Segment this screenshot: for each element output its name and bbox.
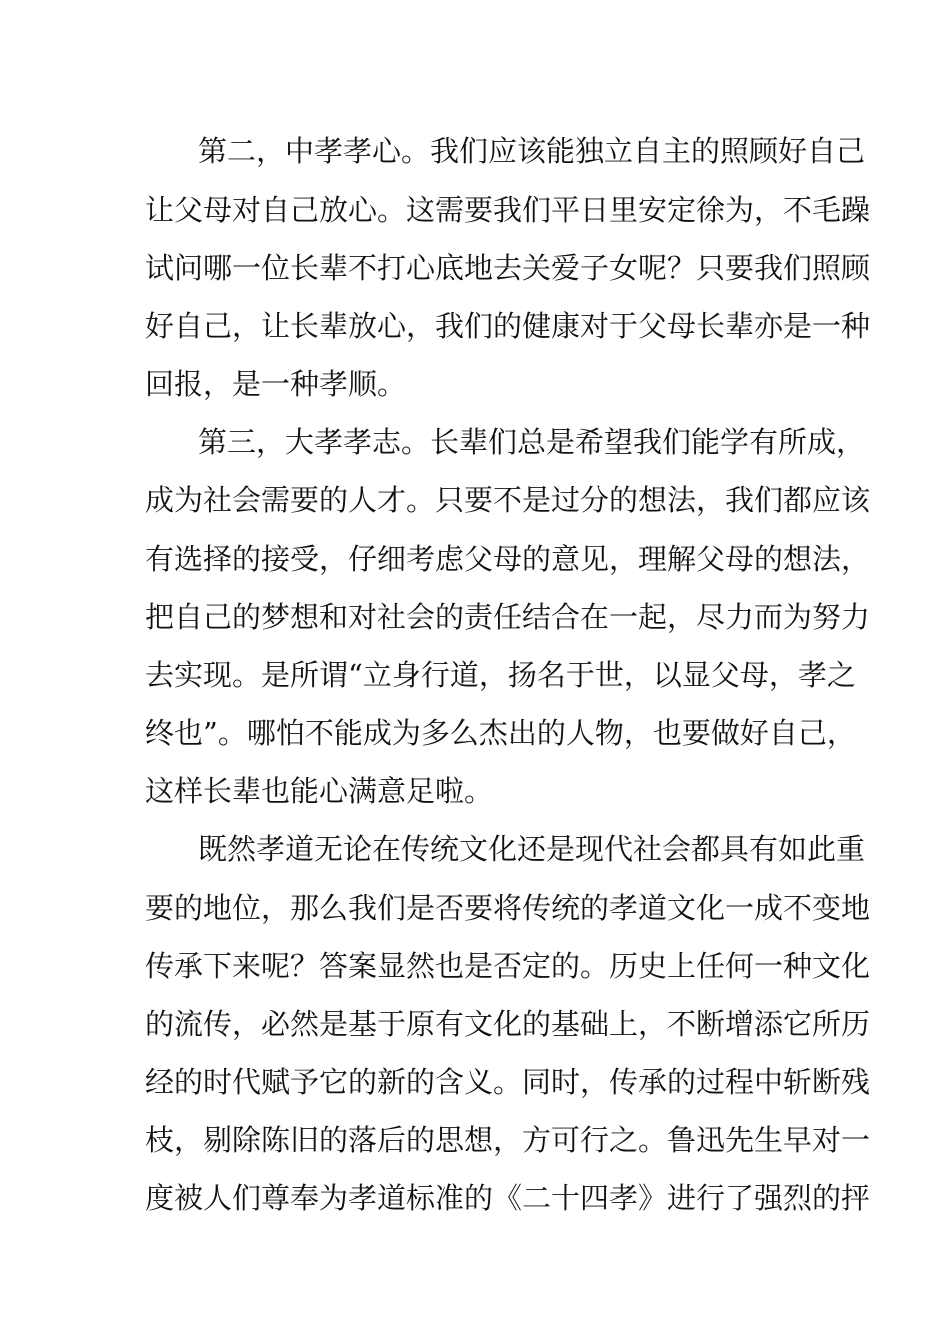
text-line: 好自己，让长辈放心，我们的健康对于父母长辈亦是一种: [145, 309, 871, 343]
text-line: 去实现。是所谓“立身行道，扬名于世，以显父母，孝之: [145, 658, 856, 692]
text-line: 第三，大孝孝志。长辈们总是希望我们能学有所成，: [198, 425, 866, 459]
text-line: 枝，剔除陈旧的落后的思想，方可行之。鲁迅先生早对一: [145, 1123, 871, 1157]
text-line: 成为社会需要的人才。只要不是过分的想法，我们都应该: [145, 483, 871, 517]
text-line: 回报，是一种孝顺。: [145, 367, 407, 401]
text-line: 要的地位，那么我们是否要将传统的孝道文化一成不变地: [145, 891, 871, 925]
text-line: 经的时代赋予它的新的含义。同时，传承的过程中斩断残: [145, 1065, 871, 1099]
text-line: 这样长辈也能心满意足啦。: [145, 774, 494, 808]
text-line: 第二，中孝孝心。我们应该能独立自主的照顾好自己: [198, 134, 866, 168]
text-line: 试问哪一位长辈不打心底地去关爱子女呢？只要我们照顾: [145, 251, 871, 285]
text-line: 让父母对自己放心。这需要我们平日里安定徐为，不毛躁: [145, 193, 871, 227]
text-line: 终也”。哪怕不能成为多么杰出的人物，也要做好自己，: [145, 716, 856, 750]
text-line: 把自己的梦想和对社会的责任结合在一起，尽力而为努力: [145, 600, 871, 634]
text-line: 有选择的接受，仔细考虑父母的意见，理解父母的想法，: [145, 542, 871, 576]
text-line: 既然孝道无论在传统文化还是现代社会都具有如此重: [198, 832, 866, 866]
text-line: 传承下来呢？答案显然也是否定的。历史上任何一种文化: [145, 949, 871, 983]
text-line: 的流传，必然是基于原有文化的基础上，不断增添它所历: [145, 1007, 871, 1041]
text-line: 度被人们尊奉为孝道标准的《二十四孝》进行了强烈的抨: [145, 1181, 871, 1215]
